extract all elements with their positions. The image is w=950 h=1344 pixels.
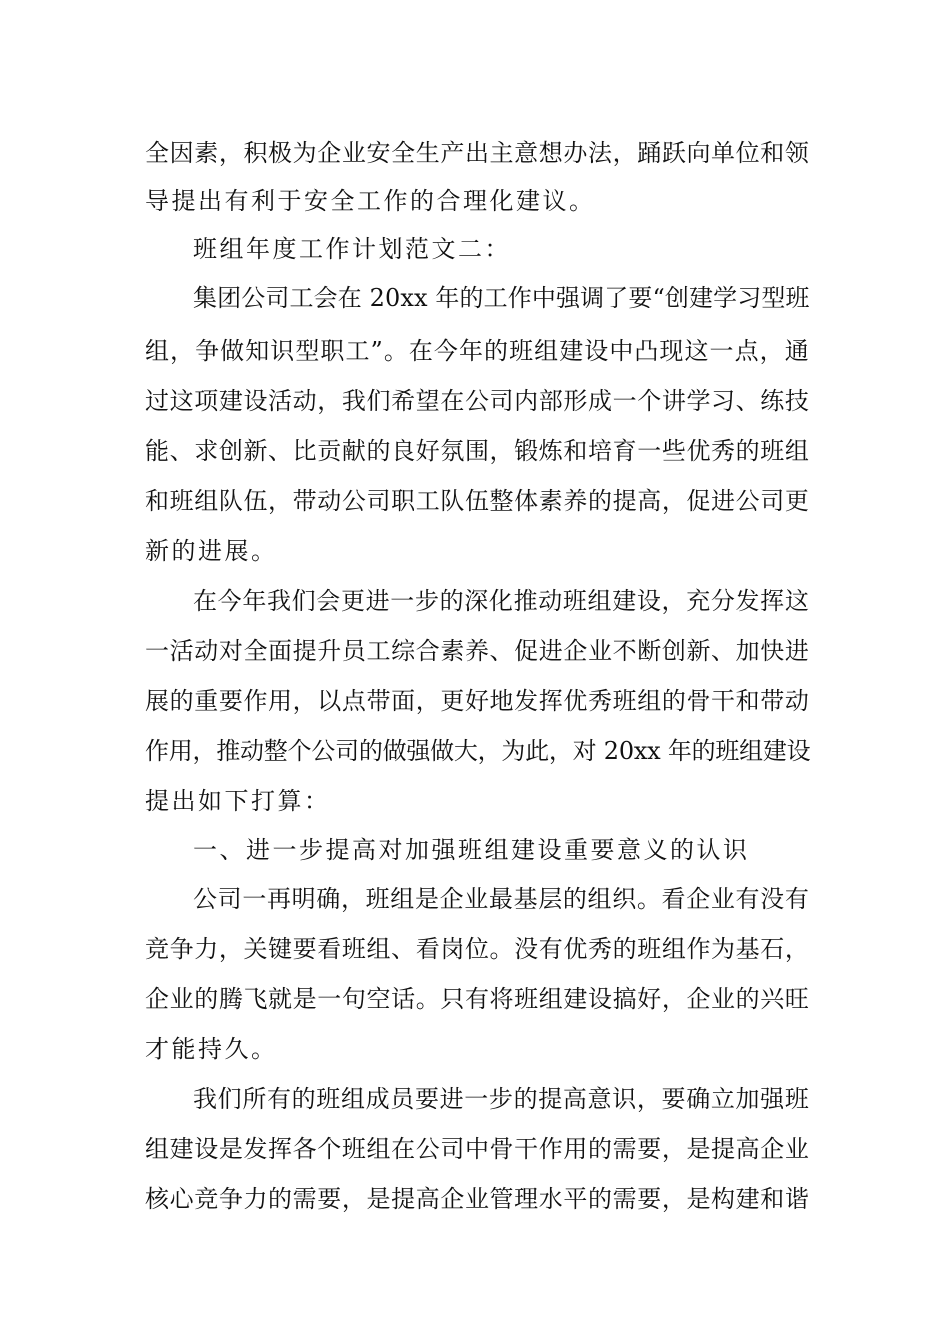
text-line-20: 我们所有的班组成员要进一步的提高意识，要确立加强班 <box>193 1085 810 1113</box>
text-line-11: 一活动对全面提升员工综合素养、促进企业不断创新、加快进 <box>145 637 810 665</box>
text-line-6: 过这项建设活动，我们希望在公司内部形成一个讲学习、练技 <box>145 387 810 415</box>
text-line-13: 作用，推动整个公司的做强做大，为此，对 20xx 年的班组建设 <box>145 737 811 765</box>
text-line-10: 在今年我们会更进一步的深化推动班组建设，充分发挥这 <box>193 587 810 615</box>
text-line-19: 才能持久。 <box>145 1035 278 1063</box>
text-line-21: 组建设是发挥各个班组在公司中骨干作用的需要，是提高企业 <box>145 1135 810 1163</box>
text-line-9: 新的进展。 <box>145 537 278 565</box>
text-line-5: 组，争做知识型职工”。在今年的班组建设中凸现这一点，通 <box>145 337 810 365</box>
text-line-12: 展的重要作用，以点带面，更好地发挥优秀班组的骨干和带动 <box>145 687 810 715</box>
section-heading-one: 一、进一步提高对加强班组建设重要意义的认识 <box>193 836 750 864</box>
text-line-2: 导提出有利于安全工作的合理化建议。 <box>145 187 596 215</box>
text-line-1: 全因素，积极为企业安全生产出主意想办法，踊跃向单位和领 <box>145 139 810 167</box>
text-line-16: 公司一再明确，班组是企业最基层的组织。看企业有没有 <box>193 885 810 913</box>
text-line-14: 提出如下打算： <box>145 787 331 815</box>
text-line-17: 竞争力，关键要看班组、看岗位。没有优秀的班组作为基石， <box>145 935 810 963</box>
text-line-18: 企业的腾飞就是一句空话。只有将班组建设搞好，企业的兴旺 <box>145 985 810 1013</box>
section-heading-example-two: 班组年度工作计划范文二： <box>193 235 511 263</box>
text-line-8: 和班组队伍，带动公司职工队伍整体素养的提高，促进公司更 <box>145 487 810 515</box>
text-line-4: 集团公司工会在 20xx 年的工作中强调了要“创建学习型班 <box>193 284 810 312</box>
text-line-7: 能、求创新、比贡献的良好氛围，锻炼和培育一些优秀的班组 <box>145 437 810 465</box>
text-line-22: 核心竞争力的需要，是提高企业管理水平的需要，是构建和谐 <box>145 1185 810 1213</box>
